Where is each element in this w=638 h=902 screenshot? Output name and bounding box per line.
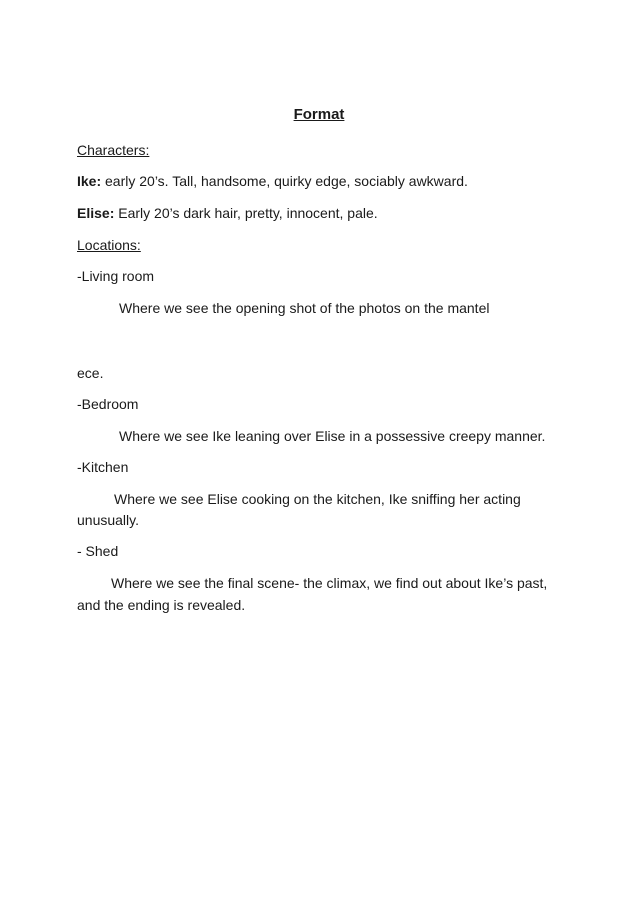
character-name: Elise: [77, 205, 115, 221]
location-living-room-description-continued: ece. [77, 365, 104, 381]
character-elise [77, 204, 378, 222]
location-shed: - Shed [77, 543, 119, 559]
characters-heading: Characters: [77, 142, 150, 158]
document-title: Format [293, 106, 345, 123]
location-kitchen: -Kitchen [77, 459, 129, 475]
locations-heading: Locations: [77, 237, 141, 253]
location-kitchen-description: Where we see Elise cooking on the kitchen, Ike sniffing her acting [114, 491, 521, 507]
location-bedroom: -Bedroom [77, 396, 139, 412]
character-description: Early 20’s dark hair, pretty, innocent, pale. [114, 205, 378, 221]
location-living-room-description: Where we see the opening shot of the photos on the mantel [119, 300, 490, 316]
character-description: early 20’s. Tall, handsome, quirky edge, sociably awkward. [101, 173, 468, 189]
location-shed-description: Where we see the final scene- the climax, we find out about Ike’s past, [111, 575, 548, 591]
location-shed-description-continued: and the ending is revealed. [77, 597, 246, 613]
location-living-room: -Living room [77, 268, 155, 284]
location-bedroom-description: Where we see Ike leaning over Elise in a possessive creepy manner. [119, 428, 546, 444]
location-kitchen-description-continued: unusually. [77, 512, 140, 528]
character-ike [77, 172, 468, 190]
character-name: Ike: [77, 173, 102, 189]
